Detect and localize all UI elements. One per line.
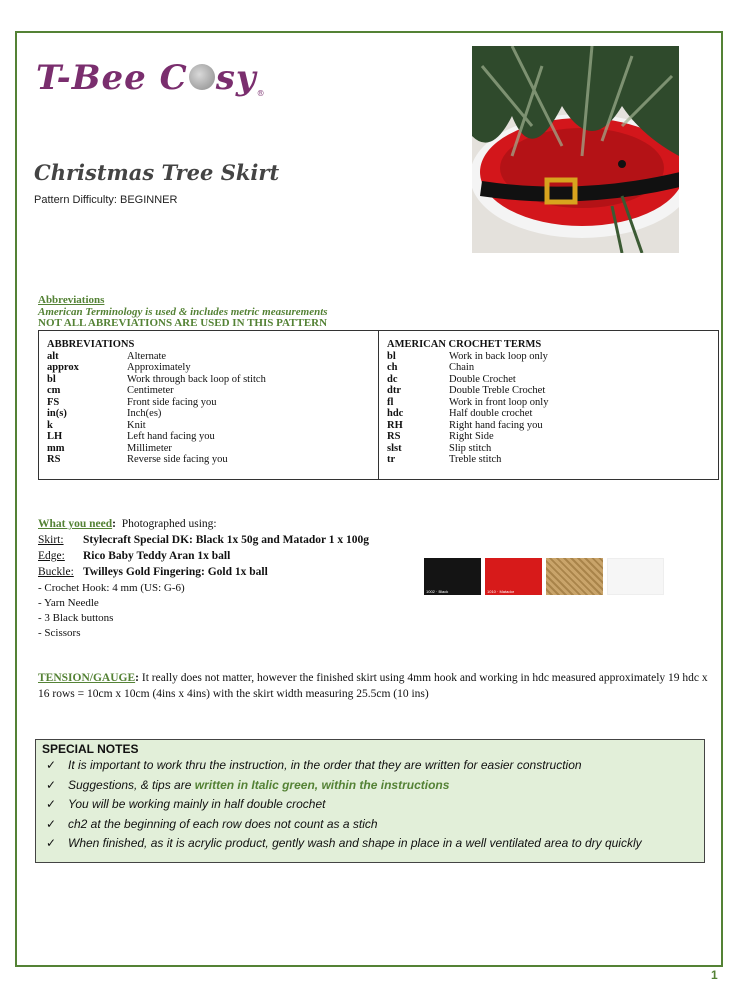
checkmark-icon: ✓: [46, 777, 57, 792]
abbreviation-row: approx Approximately: [47, 362, 191, 373]
note-item: ✓ When finished, as it is acrylic product, gently wash and shape in place in a well ventilated area to dry quickly: [42, 834, 698, 854]
abbreviation-row: in(s) Inch(es): [47, 408, 162, 419]
abbreviation-row: RS Reverse side facing you: [47, 454, 228, 465]
tool-item: - 3 Black buttons: [38, 612, 114, 624]
abbreviations-heading: Abbreviations: [38, 294, 105, 306]
pattern-title: Christmas Tree Skirt: [34, 160, 280, 185]
abbreviation-row: bl Work through back loop of stitch: [47, 373, 266, 385]
yarn-swatches: [424, 558, 664, 595]
crochet-term-row: RH Right hand facing you: [387, 419, 543, 431]
brand-logo: T-Bee C sy®: [36, 58, 266, 98]
black-yarn-swatch: 1002 · Black: [424, 558, 481, 595]
abbreviation-row: LH Left hand facing you: [47, 431, 215, 442]
abbreviations-warning: NOT ALL ABREVIATIONS ARE USED IN THIS PATTERN: [38, 317, 328, 329]
materials-section: [38, 516, 369, 580]
material-item: Skirt: Stylecraft Special DK: Black 1x 50g and Matador 1 x 100g: [38, 534, 369, 546]
tools-list: [38, 581, 185, 641]
abbreviations-column-title: ABBREVIATIONS: [47, 339, 135, 350]
abbreviation-row: cm Centimeter: [47, 385, 174, 396]
special-notes-box: [35, 739, 705, 863]
checkmark-icon: ✓: [46, 797, 57, 811]
abbreviations-column: [39, 331, 379, 479]
tension-label: TENSION/GAUGE: [38, 672, 136, 684]
checkmark-icon: ✓: [46, 836, 57, 850]
crochet-term-row: slst Slip stitch: [387, 442, 492, 454]
tool-item: - Crochet Hook: 4 mm (US: G-6): [38, 582, 185, 594]
tool-item: - Yarn Needle: [38, 597, 99, 609]
note-item: ✓ Suggestions, & tips are written in Italic green, within the instructions: [42, 776, 698, 796]
terminology-note: American Terminology is used & includes metric measurements: [38, 305, 328, 318]
crochet-term-row: dc Double Crochet: [387, 373, 516, 385]
abbreviations-header: [38, 295, 328, 330]
special-notes-title: SPECIAL NOTES: [42, 742, 139, 756]
tension-text: It really does not matter, however the finished skirt using 4mm hook and working in hdc measured approximately 19 hdc x 16 rows = 10cm x 10cm (4ins x 4ins) with the skirt width measuring 25.5cm (10 ins): [38, 672, 708, 700]
note-item: ✓ You will be working mainly in half double crochet: [42, 795, 698, 815]
page-number: 1: [711, 968, 718, 982]
checkmark-icon: ✓: [46, 816, 57, 831]
white-yarn-swatch: [607, 558, 664, 595]
abbreviation-row: k Knit: [47, 419, 146, 431]
difficulty-label: Pattern Difficulty: BEGINNER: [34, 194, 178, 206]
crochet-term-row: RS Right Side: [387, 431, 494, 442]
tension-section: TENSION/GAUGE: It really does not matter, however the finished skirt using 4mm hook and working in hdc measured approximately 19 hdc x 16 rows = 10cm x 10cm (4ins x 4ins) with the skirt width measuring 25.5cm (10 ins): [38, 672, 708, 700]
yarn-ball-icon: [189, 64, 215, 90]
gold-yarn-swatch: [546, 558, 603, 595]
tool-item: - Scissors: [38, 627, 81, 639]
crochet-terms-column-title: AMERICAN CROCHET TERMS: [387, 339, 542, 350]
crochet-term-row: hdc Half double crochet: [387, 408, 533, 419]
christmas-tree-skirt-photo: [472, 46, 679, 253]
material-item: Buckle: Twilleys Gold Fingering: Gold 1x ball: [38, 566, 268, 578]
crochet-term-row: tr Treble stitch: [387, 454, 502, 465]
note-item: ✓ It is important to work thru the instruction, in the order that they are written for easier construction: [42, 756, 698, 776]
crochet-term-row: dtr Double Treble Crochet: [387, 385, 546, 396]
checkmark-icon: ✓: [46, 758, 57, 772]
materials-heading: What you need: Photographed using:: [38, 518, 217, 530]
crochet-term-row: bl Work in back loop only: [387, 350, 548, 362]
crochet-term-row: ch Chain: [387, 362, 475, 373]
red-yarn-swatch: 1010 · Matador: [485, 558, 542, 595]
note-item: ✓ ch2 at the beginning of each row does not count as a stich: [42, 815, 698, 835]
abbreviations-table: [38, 330, 719, 480]
material-item: Edge: Rico Baby Teddy Aran 1x ball: [38, 550, 231, 562]
crochet-term-row: fl Work in front loop only: [387, 396, 549, 408]
abbreviation-row: mm Millimeter: [47, 442, 172, 454]
abbreviation-row: FS Front side facing you: [47, 396, 217, 408]
crochet-terms-column: [379, 331, 718, 479]
abbreviation-row: alt Alternate: [47, 350, 167, 362]
